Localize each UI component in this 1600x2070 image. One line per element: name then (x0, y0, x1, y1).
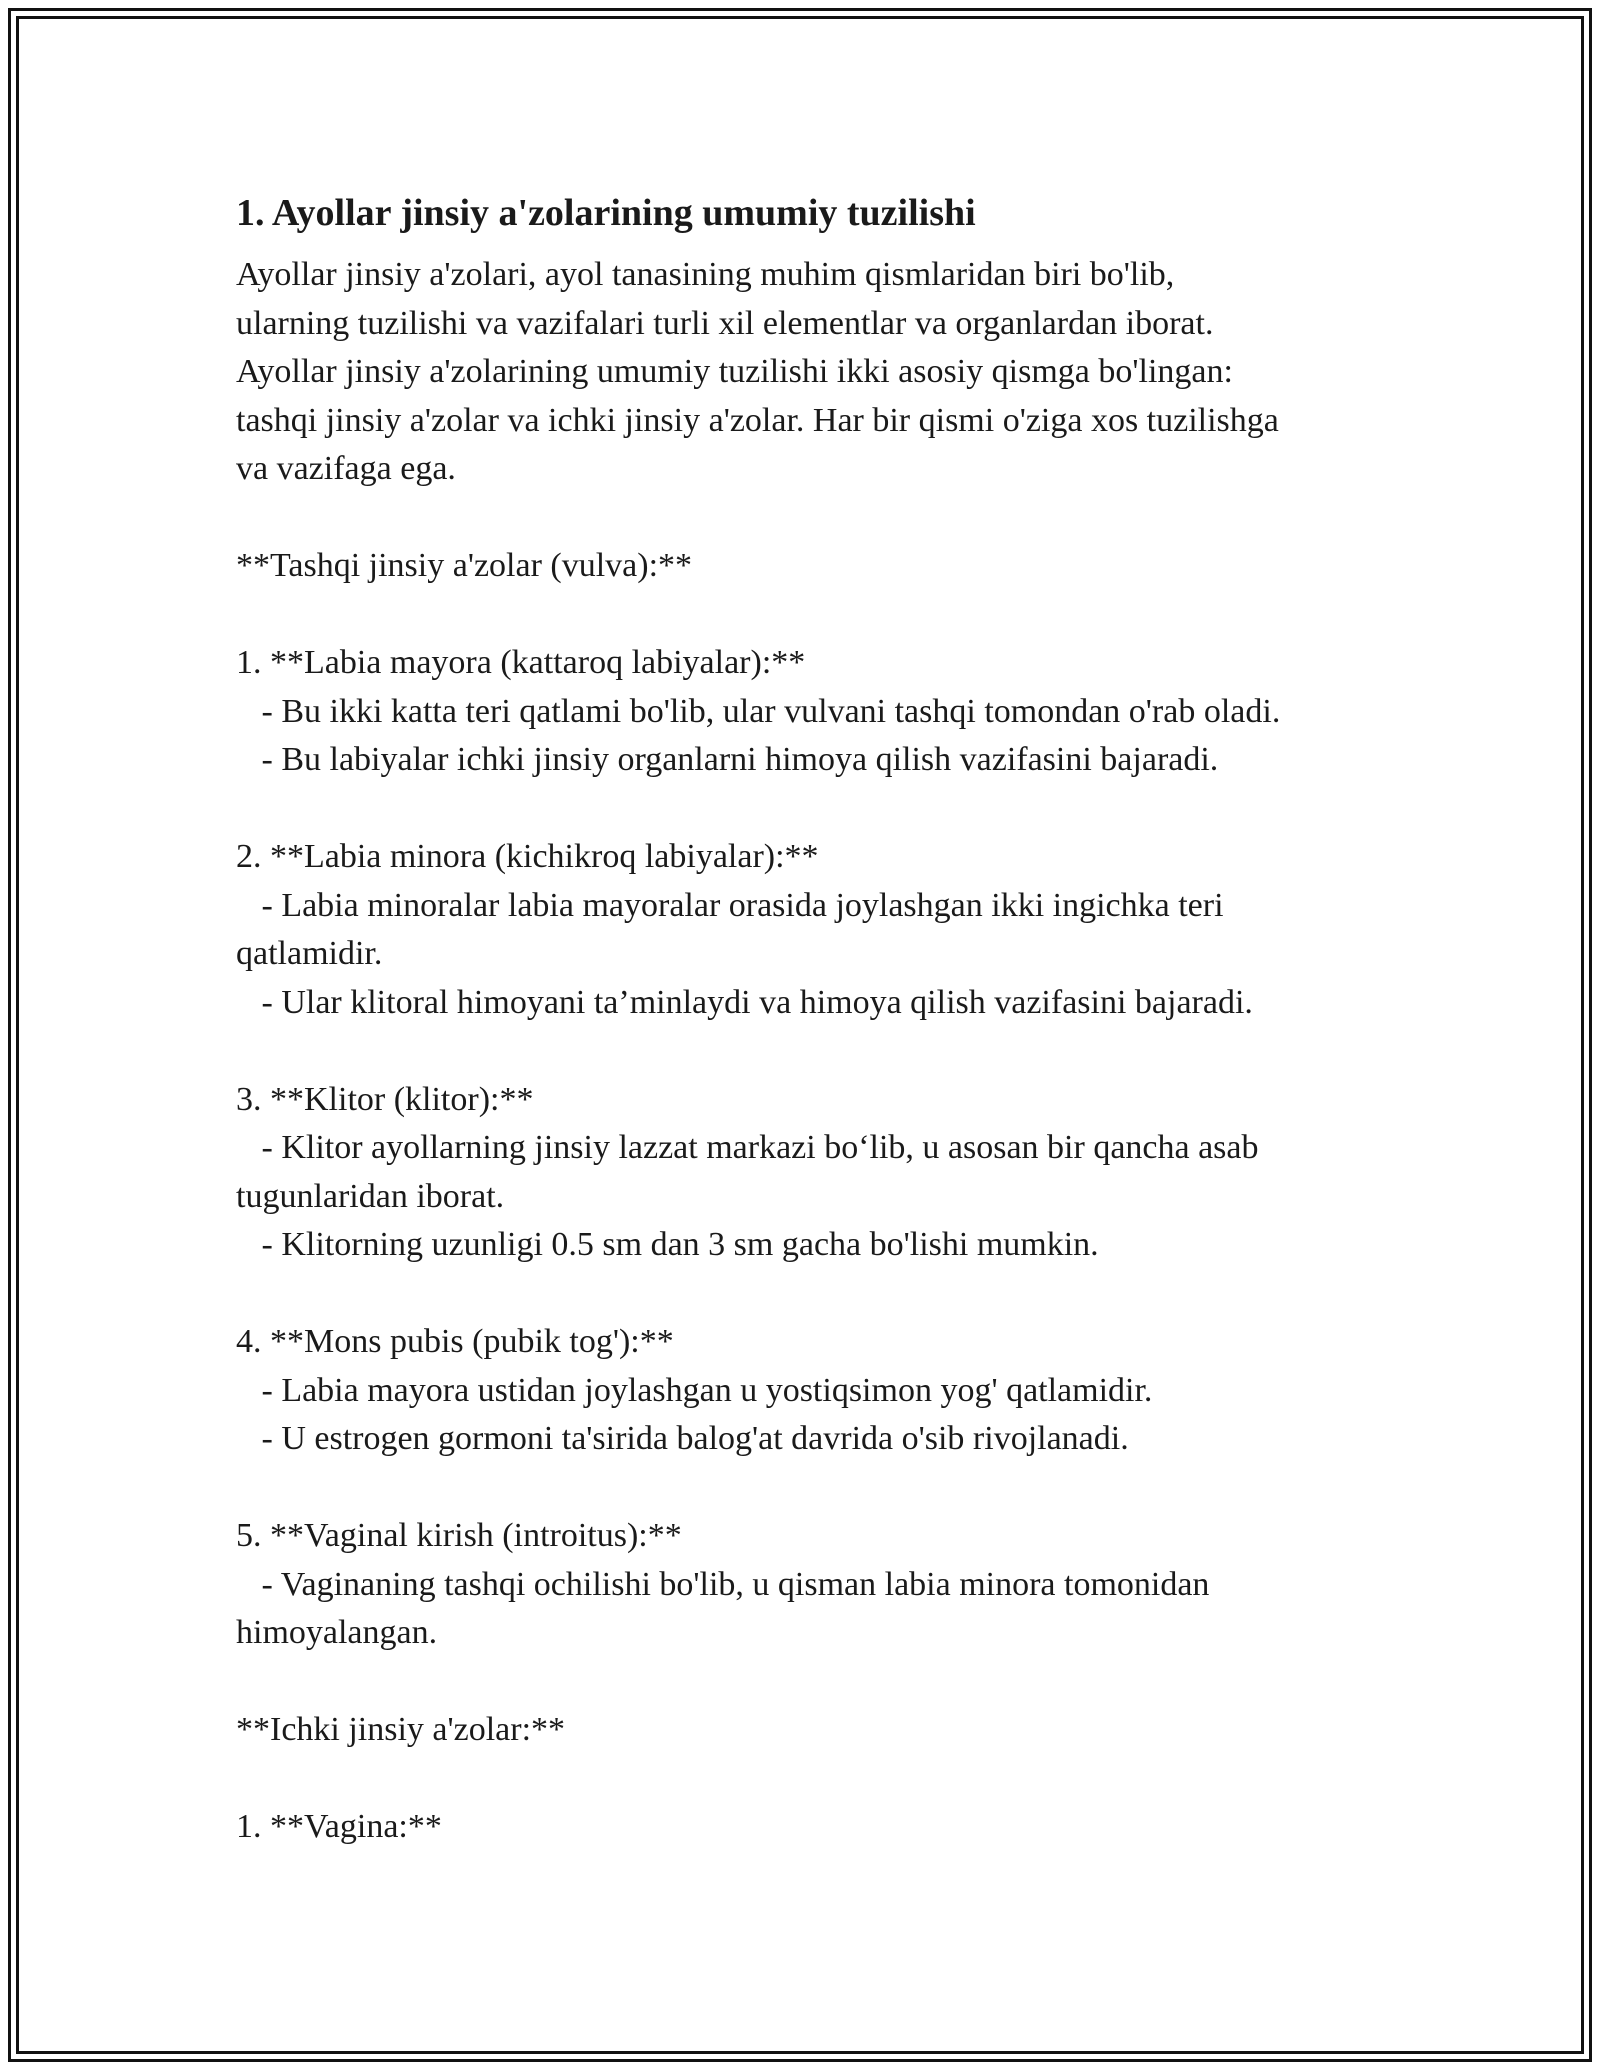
item-line: himoyalangan. (236, 1614, 438, 1651)
item-heading: 3. **Klitor (klitor):** (236, 1080, 534, 1118)
item-heading: 4. **Mons pubis (pubik tog'):** (236, 1323, 674, 1360)
blank-line (236, 1464, 1416, 1513)
item-heading: 5. **Vaginal kirish (introitus):** (236, 1517, 682, 1554)
section-heading-internal: **Ichki jinsiy a'zolar:** (236, 1711, 566, 1748)
blank-line (236, 1027, 1416, 1076)
blank-line (236, 1658, 1416, 1707)
blank-line (236, 1270, 1416, 1319)
item-line: tugunlaridan iborat. (236, 1177, 505, 1215)
item-line: - Vaginaning tashqi ochilishi bo'lib, u qisman labia minora tomonidan (236, 1565, 1210, 1603)
document-title: 1. Ayollar jinsiy a'zolarining umumiy tuzilishi (236, 192, 976, 234)
blank-line (236, 1755, 1416, 1804)
external-item-5 (236, 1512, 1416, 1658)
blank-line (236, 494, 1416, 543)
item-line: - Klitorning uzunligi 0.5 sm dan 3 sm gacha bo'lishi mumkin. (236, 1226, 1099, 1263)
external-item-2 (236, 833, 1416, 1027)
intro-paragraph (236, 251, 1416, 494)
document-page (236, 183, 1416, 1852)
item-line: - Bu labiyalar ichki jinsiy organlarni himoya qilish vazifasini bajaradi. (236, 741, 1219, 778)
intro-line: ularning tuzilishi va vazifalari turli xil elementlar va organlardan iborat. (236, 304, 1214, 342)
intro-line: va vazifaga ega. (236, 450, 456, 487)
item-line: - Ular klitoral himoyani ta’minlaydi va himoya qilish vazifasini bajaradi. (236, 983, 1253, 1021)
section-heading-external: **Tashqi jinsiy a'zolar (vulva):** (236, 547, 693, 584)
blank-line (236, 785, 1416, 834)
item-line: - Labia mayora ustidan joylashgan u yostiqsimon yog' qatlamidir. (236, 1371, 1153, 1409)
item-line: qatlamidir. (236, 935, 383, 972)
intro-line: Ayollar jinsiy a'zolarining umumiy tuzilishi ikki asosiy qismga bo'lingan: (236, 353, 1233, 390)
intro-line: tashqi jinsiy a'zolar va ichki jinsiy a'zolar. Har bir qismi o'ziga xos tuzilishga (236, 401, 1279, 439)
external-item-1 (236, 639, 1416, 785)
blank-line (236, 591, 1416, 640)
item-heading: 1. **Labia mayora (kattaroq labiyalar):** (236, 644, 806, 681)
internal-item-1 (236, 1803, 1416, 1852)
intro-line: Ayollar jinsiy a'zolari, ayol tanasining muhim qismlaridan biri bo'lib, (236, 256, 1175, 293)
item-heading: 1. **Vagina:** (236, 1808, 442, 1845)
external-item-4 (236, 1318, 1416, 1464)
item-line: - U estrogen gormoni ta'sirida balog'at davrida o'sib rivojlanadi. (236, 1420, 1129, 1457)
item-line: - Labia minoralar labia mayoralar orasida joylashgan ikki ingichka teri (236, 886, 1224, 924)
item-line: - Bu ikki katta teri qatlami bo'lib, ular vulvani tashqi tomondan o'rab oladi. (236, 692, 1281, 730)
item-heading: 2. **Labia minora (kichikroq labiyalar):** (236, 838, 819, 875)
external-item-3 (236, 1076, 1416, 1270)
item-line: - Klitor ayollarning jinsiy lazzat markazi bo‘lib, u asosan bir qancha asab (236, 1129, 1259, 1166)
